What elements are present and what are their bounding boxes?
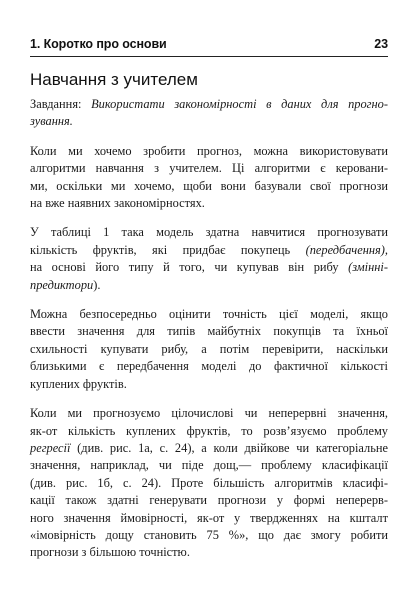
paragraph-2: [30, 224, 388, 294]
text-line: алгоритми навчання з учителем. Ці алгоритми є керовани-: [30, 161, 388, 176]
text-line: [30, 259, 388, 276]
text-line: [30, 242, 388, 259]
term-predictors-cont: предиктори: [30, 277, 94, 292]
body-text: [30, 96, 388, 574]
text-line: Коли ми прогнозуємо цілочислові чи неперервні значення,: [30, 406, 388, 421]
text-line: Можна безпосередньо оцінити точність цієї моделі, якщо: [30, 307, 388, 322]
text-line: прогнози з більшою точністю.: [30, 545, 190, 560]
section-title: Навчання з учителем: [30, 70, 198, 89]
text-line: кації також здатні генерувати прогнози у формі неперерв-: [30, 493, 388, 508]
text-line: У таблиці 1 така модель здатна навчитися прогнозувати: [30, 225, 388, 240]
term-prediction: (передбачення),: [305, 242, 388, 257]
text-line: на вже наявних закономірностях.: [30, 196, 205, 211]
text-line: ного значення ймовірності, як-от у твердженнях на кшталт: [30, 510, 388, 525]
text-line: [30, 277, 388, 294]
text-segment: (див. рис. 1а, с. 24), а коли двійкове чи категоріальне: [70, 440, 388, 455]
text-line: (див. рис. 1б, с. 24). Проте більшість алгоритмів класифі-: [30, 475, 388, 490]
text-line: ввести значення для типів майбутніх покупців та їхньої: [30, 324, 388, 339]
term-predictors: (змінні-: [348, 260, 388, 275]
text-line: як-от кількість куплених фруктів, то розв’язуємо проблему: [30, 423, 388, 438]
task-paragraph: [30, 96, 388, 131]
task-text: Використати закономірності в даних для прогно-: [91, 97, 388, 111]
paragraph-1: [30, 143, 388, 213]
text-line: близькими є передбачення моделі до фактичної кількості: [30, 359, 388, 374]
task-label: Завдання:: [30, 97, 82, 111]
text-segment: ).: [93, 277, 101, 292]
running-header: [30, 34, 388, 57]
paragraph-3: [30, 306, 388, 393]
text-segment: на основі його типу й того, чи купував він рибу: [30, 260, 349, 275]
text-line: куплених фруктів.: [30, 376, 127, 391]
paragraph-4: [30, 405, 388, 562]
task-line: [30, 96, 388, 113]
text-line: схильності купувати рибу, а потім перевірити, наскільки: [30, 341, 388, 356]
text-segment: кількість фруктів, які придбає покупець: [30, 242, 306, 257]
term-regression: регресії: [30, 440, 71, 455]
task-line: зування.: [30, 114, 73, 129]
chapter-title: 1. Коротко про основи: [30, 37, 167, 51]
page-number: 23: [374, 37, 388, 51]
text-line: «імовірність дощу становить 75 %», що дає змогу робити: [30, 527, 388, 542]
text-line: Коли ми хочемо зробити прогноз, можна використовувати: [30, 143, 388, 158]
text-line: значення, наприклад, чи піде дощ,— проблему класифікації: [30, 458, 388, 473]
text-line: [30, 440, 388, 457]
text-line: ми, оскільки ми хочемо, щоби вони базували свої прогнози: [30, 178, 388, 193]
